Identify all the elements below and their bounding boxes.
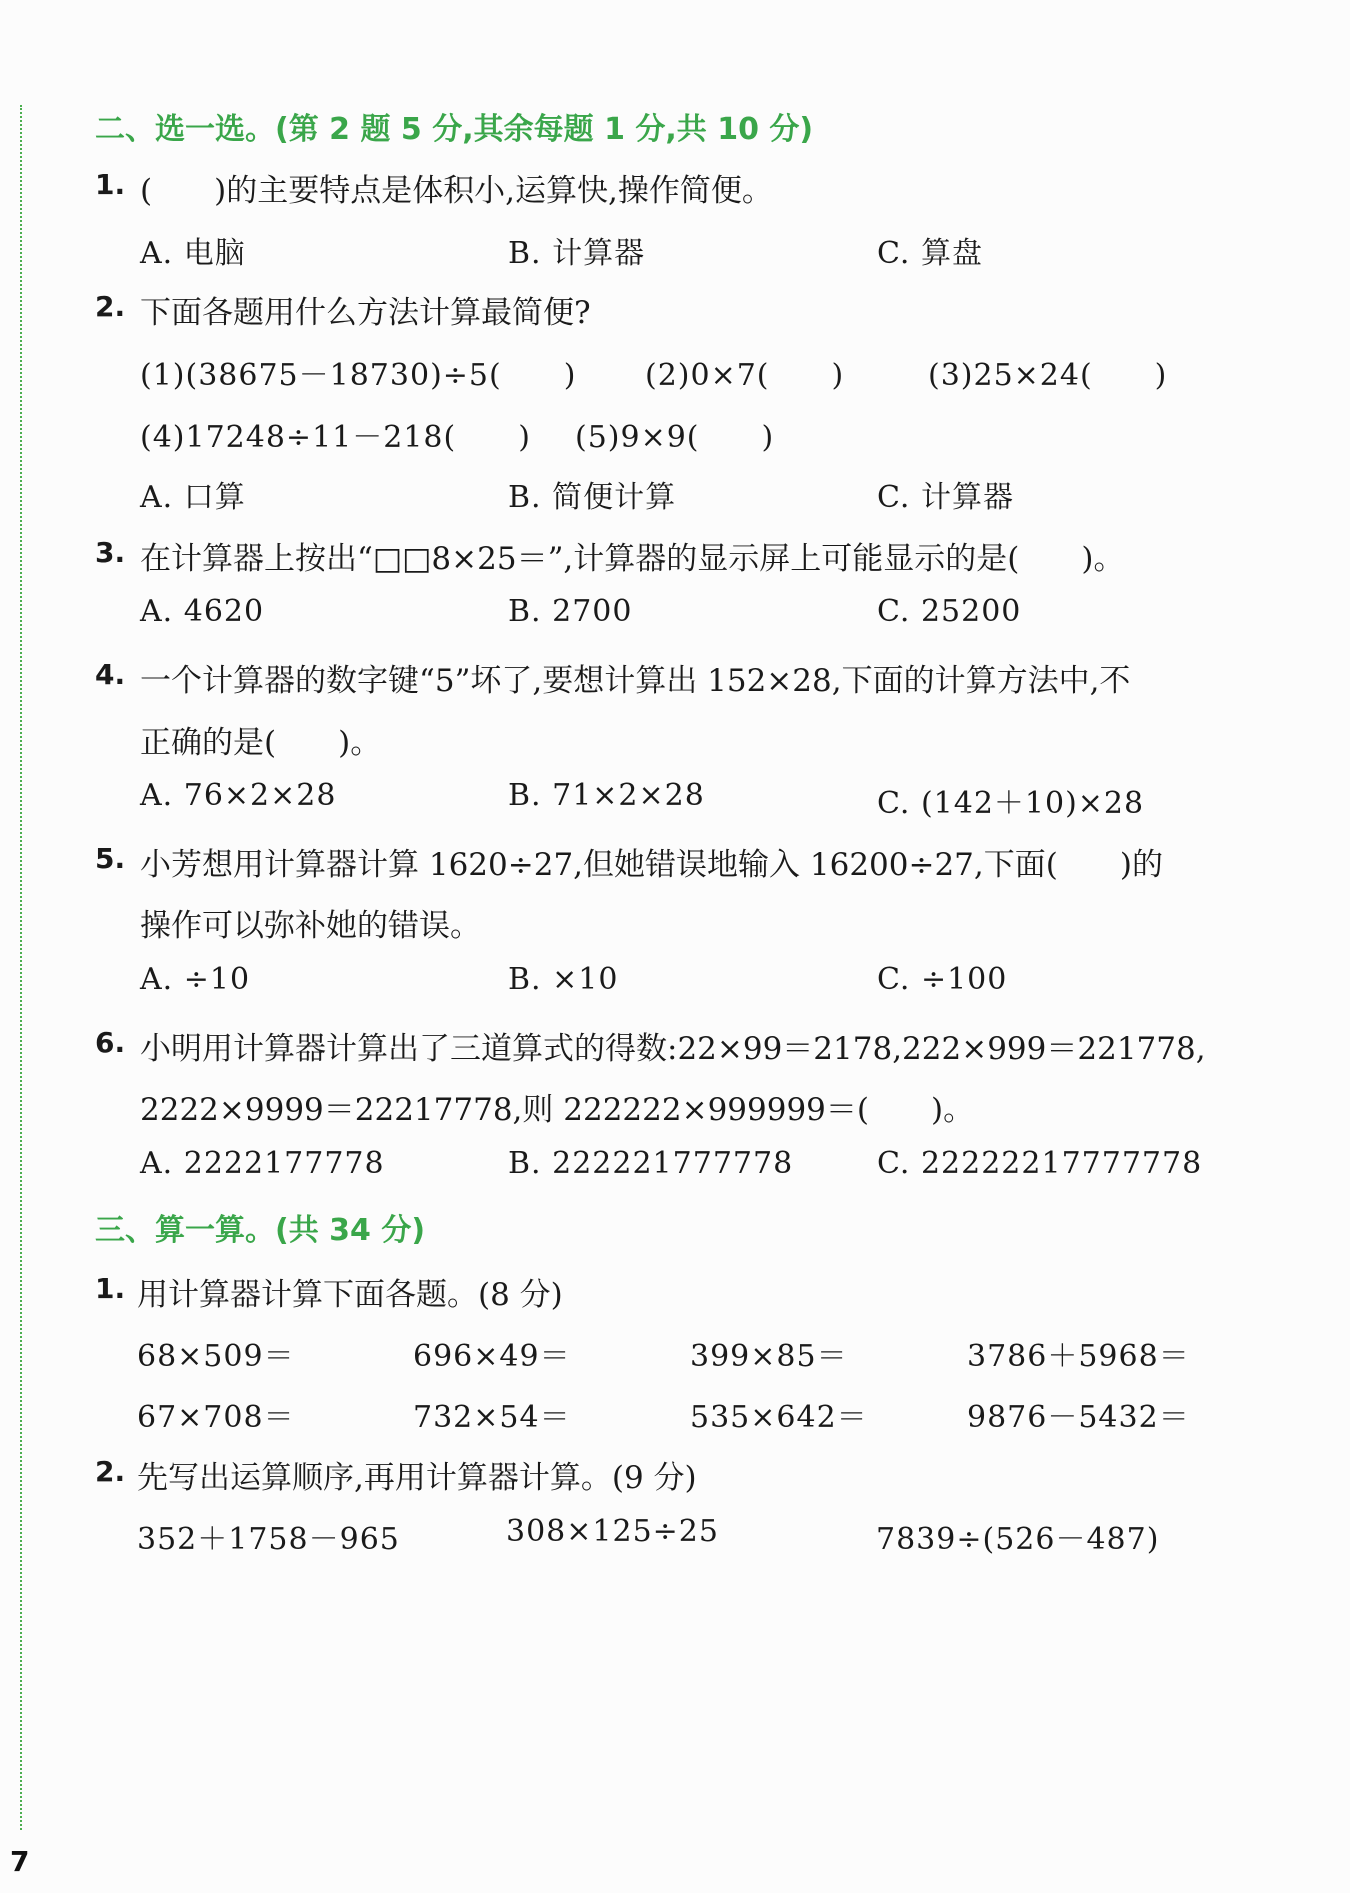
q1-option-b: B. 计算器 [508, 236, 646, 271]
calc-item: 9876－5432＝ [967, 1400, 1190, 1435]
order-calc-item: 308×125÷25 [506, 1514, 719, 1549]
calc-item: 696×49＝ [413, 1339, 571, 1374]
q2-sub-4: (4)17248÷11－218( ) [140, 420, 531, 455]
order-calc-item: 352＋1758－965 [137, 1522, 400, 1557]
calc-item: 535×642＝ [690, 1400, 868, 1435]
q2-option-c: C. 计算器 [877, 480, 1014, 515]
calc-item: 67×708＝ [137, 1400, 295, 1435]
q5-option-b: B. ×10 [508, 962, 619, 997]
q4-text-line1: 一个计算器的数字键“5”坏了,要想计算出 152×28,下面的计算方法中,不 [140, 663, 1131, 699]
q1-number: 1. [95, 168, 126, 201]
q3-option-c: C. 25200 [877, 594, 1022, 629]
q2-sub-5: (5)9×9( ) [575, 420, 775, 455]
s3-q2-text: 先写出运算顺序,再用计算器计算。(9 分) [137, 1460, 697, 1496]
q3-option-b: B. 2700 [508, 594, 633, 629]
q2-sub-3: (3)25×24( ) [928, 358, 1168, 393]
q4-number: 4. [95, 658, 126, 691]
q1-option-c: C. 算盘 [877, 236, 983, 271]
q5-option-a: A. ÷10 [140, 962, 251, 997]
q5-text-line1: 小芳想用计算器计算 1620÷27,但她错误地输入 16200÷27,下面( )的 [140, 847, 1163, 883]
q6-number: 6. [95, 1026, 126, 1059]
margin-dotted-line [20, 105, 22, 1830]
order-calc-item: 7839÷(526－487) [876, 1522, 1160, 1557]
calc-item: 68×509＝ [137, 1339, 295, 1374]
q3-number: 3. [95, 536, 126, 569]
q1-option-a: A. 电脑 [140, 236, 246, 271]
q6-text-line1: 小明用计算器计算出了三道算式的得数:22×99＝2178,222×999＝221778, [140, 1031, 1206, 1067]
q1-text: ( )的主要特点是体积小,运算快,操作简便。 [140, 173, 773, 209]
q2-option-a: A. 口算 [140, 480, 246, 515]
q4-option-c: C. (142＋10)×28 [877, 786, 1145, 821]
q2-number: 2. [95, 290, 126, 323]
q2-sub-1: (1)(38675－18730)÷5( ) [140, 358, 577, 393]
calc-item: 732×54＝ [413, 1400, 571, 1435]
calc-item: 399×85＝ [690, 1339, 848, 1374]
q6-option-a: A. 2222177778 [140, 1146, 385, 1181]
q6-option-b: B. 222221777778 [508, 1146, 794, 1181]
q6-option-c: C. 22222217777778 [877, 1146, 1203, 1181]
q5-text-line2: 操作可以弥补她的错误。 [140, 908, 481, 944]
s3-q1-text: 用计算器计算下面各题。(8 分) [137, 1277, 563, 1313]
q2-sub-2: (2)0×7( ) [645, 358, 845, 393]
q5-number: 5. [95, 842, 126, 875]
q2-option-b: B. 简便计算 [508, 480, 677, 515]
s3-q2-number: 2. [95, 1455, 126, 1488]
section-3-title: 三、算一算。(共 34 分) [95, 1213, 426, 1248]
s3-q1-number: 1. [95, 1272, 126, 1305]
q5-option-c: C. ÷100 [877, 962, 1008, 997]
q4-option-a: A. 76×2×28 [140, 778, 337, 813]
q6-text-line2: 2222×9999＝22217778,则 222222×999999＝( )。 [140, 1092, 975, 1128]
q3-text: 在计算器上按出“□□8×25＝”,计算器的显示屏上可能显示的是( )。 [140, 541, 1125, 577]
q3-option-a: A. 4620 [140, 594, 265, 629]
section-2-title: 二、选一选。(第 2 题 5 分,其余每题 1 分,共 10 分) [95, 112, 814, 147]
q4-option-b: B. 71×2×28 [508, 778, 705, 813]
calc-item: 3786＋5968＝ [967, 1339, 1190, 1374]
q4-text-line2: 正确的是( )。 [140, 725, 382, 761]
q2-text: 下面各题用什么方法计算最简便? [140, 295, 591, 331]
page-number: 7 [10, 1845, 30, 1878]
